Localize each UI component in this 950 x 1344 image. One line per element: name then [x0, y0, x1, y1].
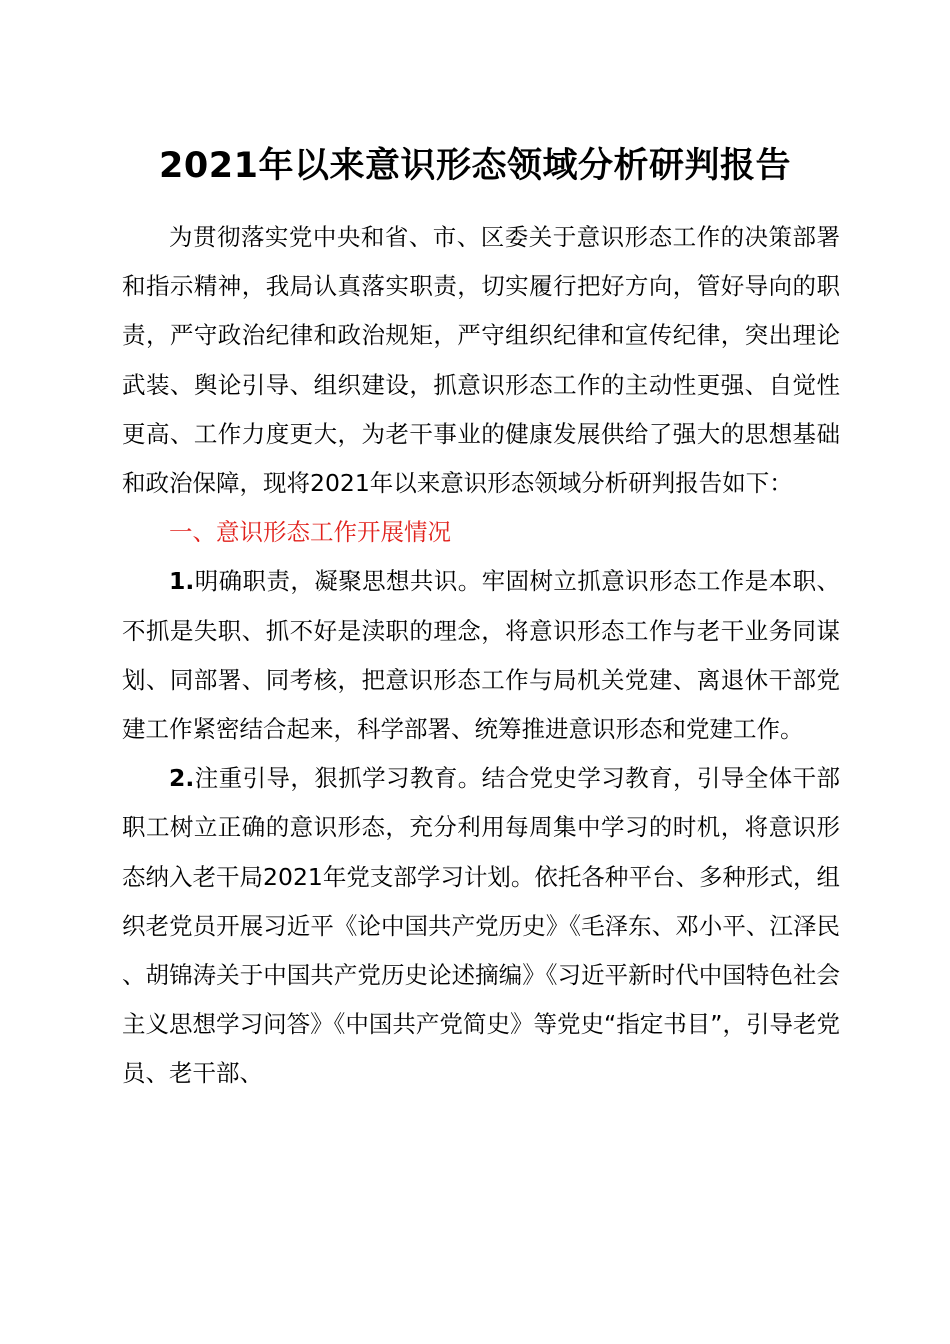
item-1-paragraph — [122, 557, 840, 754]
section-heading: 一、意识形态工作开展情况 — [169, 518, 451, 547]
item-1-number: 1. — [169, 567, 195, 596]
intro-paragraph: 为贯彻落实党中央和省、市、区委关于意识形态工作的决策部署和指示精神，我局认真落实职责，切实履行把好方向，管好导向的职责，严守政治纪律和政治规矩，严守组织纪律和宣传纪律，突出理论武装、舆论引导、组织建设，抓意识形态工作的主动性更强、自觉性更高、工作力度更大，为老干事业的健康发展供给了强大的思想基础和政治保障，现将2021年以来意识形态领域分析研判报告如下： — [122, 223, 840, 498]
item-2-number: 2. — [169, 764, 195, 793]
document-body — [122, 213, 840, 1099]
item-2-text: 注重引导，狠抓学习教育。结合党史学习教育，引导全体干部职工树立正确的意识形态，充分利用每周集中学习的时机，将意识形态纳入老干局2021年党支部学习计划。依托各种平台、多种形式，组织老党员开展习近平《论中国共产党历史》《毛泽东、邓小平、江泽民、胡锦涛关于中国共产党历史论述摘编》《习近平新时代中国特色社会主义思想学习问答》《中国共产党简史》等党史“指定书目”，引导老党员、老干部、 — [122, 764, 840, 1088]
document-title: 2021年以来意识形态领域分析研判报告 — [159, 146, 791, 186]
item-2-paragraph — [122, 754, 840, 1098]
item-1-text: 明确职责，凝聚思想共识。牢固树立抓意识形态工作是本职、不抓是失职、抓不好是渎职的理念，将意识形态工作与老干业务同谋划、同部署、同考核，把意识形态工作与局机关党建、离退休干部党建工作紧密结合起来，科学部署、统筹推进意识形态和党建工作。 — [122, 567, 840, 744]
